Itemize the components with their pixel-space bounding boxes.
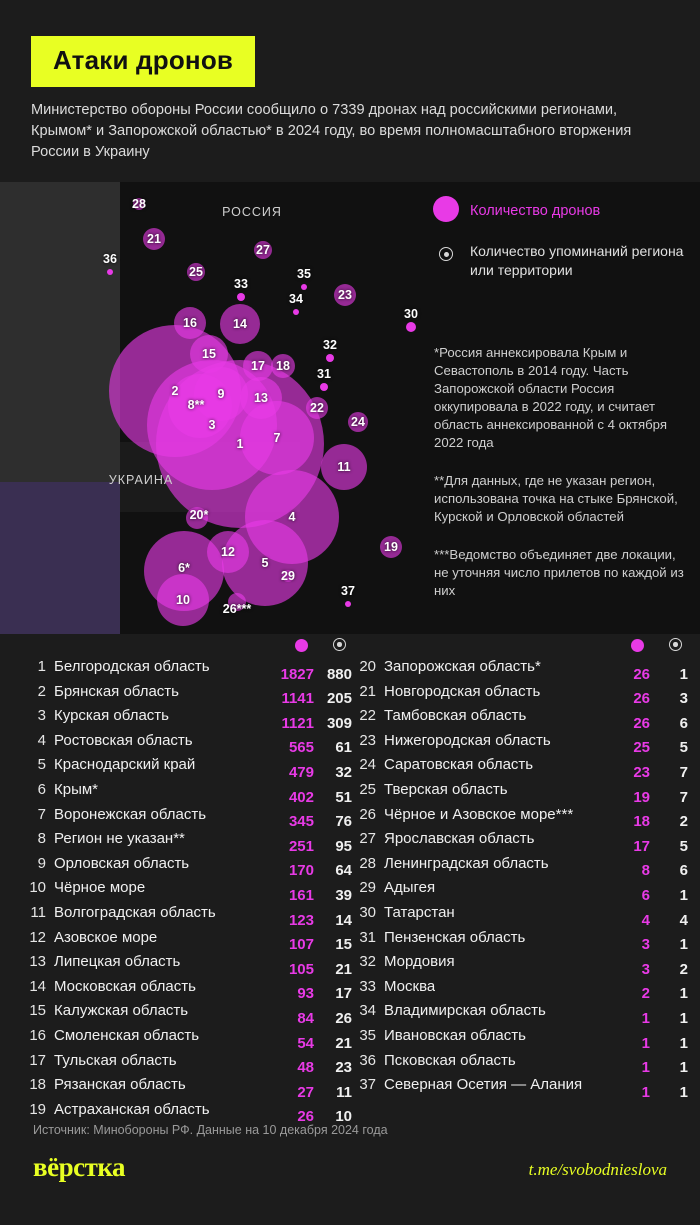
- row-mention-count: 1: [679, 1083, 688, 1101]
- row-region-name: Ярославская область: [384, 830, 535, 848]
- row-drone-count: 26: [633, 690, 650, 708]
- table-row: [22, 1101, 352, 1126]
- table-row: [22, 929, 352, 954]
- row-region-name: Ростовская область: [54, 731, 193, 749]
- map-bubble-number: 27: [256, 243, 270, 257]
- map-bubble-number: 23: [338, 288, 352, 302]
- row-index: 11: [30, 903, 46, 921]
- row-drone-count: 26: [633, 714, 650, 732]
- mentions-target-icon: [333, 638, 346, 651]
- map-geo-label: РОССИЯ: [222, 205, 282, 219]
- row-index: 24: [359, 756, 376, 774]
- row-index: 30: [359, 903, 376, 921]
- table-row: [352, 707, 688, 732]
- map-bubble-number: 16: [183, 316, 197, 330]
- row-drone-count: 123: [288, 911, 314, 929]
- row-region-name: Мордовия: [384, 953, 455, 971]
- row-drone-count: 107: [288, 936, 314, 954]
- row-drone-count: 54: [297, 1034, 314, 1052]
- map-bubble-number: 18: [276, 359, 290, 373]
- row-index: 6: [37, 780, 46, 798]
- map-bubble-number: 30: [404, 307, 418, 321]
- row-mention-count: 39: [335, 886, 352, 904]
- row-index: 22: [359, 707, 376, 725]
- row-drone-count: 3: [641, 960, 650, 978]
- table-row: [352, 658, 688, 683]
- row-region-name: Северная Осетия — Алания: [384, 1076, 583, 1094]
- row-region-name: Московская область: [54, 977, 196, 995]
- row-drone-count: 26: [633, 665, 650, 683]
- map-bubble-number: 36: [103, 252, 117, 266]
- row-drone-count: 8: [641, 862, 650, 880]
- map-bubble-number: 26***: [222, 602, 252, 616]
- row-mention-count: 2: [679, 813, 688, 831]
- row-drone-count: 170: [288, 862, 314, 880]
- table-row: [352, 879, 688, 904]
- legend-drones-circle: [433, 196, 459, 222]
- row-index: 14: [29, 977, 46, 995]
- row-mention-count: 95: [335, 837, 352, 855]
- map-bubble-number: 5: [261, 556, 269, 570]
- table-row: [22, 683, 352, 708]
- row-index: 18: [29, 1076, 46, 1094]
- row-mention-count: 2: [679, 960, 688, 978]
- table-header-left: [22, 634, 352, 658]
- table-row: [22, 978, 352, 1003]
- table-row: [22, 953, 352, 978]
- map-bubble-number: 21: [147, 232, 161, 246]
- row-region-name: Чёрное и Азовское море***: [384, 805, 574, 823]
- map-bubble: [301, 284, 307, 290]
- table-row: [352, 781, 688, 806]
- table-row: [352, 830, 688, 855]
- drones-circle-icon: [631, 639, 644, 652]
- row-drone-count: 345: [288, 813, 314, 831]
- table-row: [22, 732, 352, 757]
- row-mention-count: 10: [335, 1108, 352, 1126]
- row-index: 20: [359, 658, 376, 675]
- map-bubble-number: 7: [273, 431, 281, 445]
- drones-circle-icon: [295, 639, 308, 652]
- row-region-name: Псковская область: [384, 1051, 516, 1069]
- map-bubble: [345, 601, 351, 607]
- row-region-name: Рязанская область: [54, 1076, 186, 1094]
- table-row: [352, 855, 688, 880]
- row-region-name: Орловская область: [54, 854, 190, 872]
- row-region-name: Белгородская область: [54, 658, 210, 675]
- row-drone-count: 17: [633, 837, 650, 855]
- row-mention-count: 1: [679, 936, 688, 954]
- row-index: 19: [29, 1100, 46, 1118]
- telegram-link[interactable]: t.me/svobodnieslova: [528, 1160, 667, 1179]
- row-mention-count: 7: [679, 763, 688, 781]
- row-drone-count: 161: [288, 886, 314, 904]
- row-region-name: Адыгея: [384, 879, 436, 897]
- row-index: 9: [37, 854, 46, 872]
- row-index: 1: [37, 658, 46, 675]
- map-bubble-number: 3: [208, 418, 216, 432]
- row-mention-count: 26: [335, 1009, 352, 1027]
- table-row: [22, 781, 352, 806]
- row-drone-count: 1121: [281, 714, 314, 732]
- map-bubble-number: 31: [317, 367, 331, 381]
- table-row: [22, 756, 352, 781]
- row-drone-count: 402: [288, 788, 314, 806]
- row-region-name: Тамбовская область: [384, 707, 527, 725]
- mentions-target-icon: [669, 638, 682, 651]
- map-bubble: [320, 383, 328, 391]
- row-region-name: Волгоградская область: [54, 903, 216, 921]
- page-title: Атаки дронов: [31, 36, 255, 87]
- page-subtitle: Министерство обороны России сообщило о 7339 дронах над российскими регионами, Крымом* и Запорожской областью* в 2024 году, во время полномасштабного вторжения России в Украину: [31, 102, 632, 160]
- row-region-name: Тверская область: [384, 780, 508, 798]
- map-bubble-number: 14: [233, 317, 247, 331]
- map-bubble-number: 13: [254, 391, 268, 405]
- row-mention-count: 76: [335, 813, 352, 831]
- row-mention-count: 1: [679, 1034, 688, 1052]
- row-region-name: Москва: [384, 977, 436, 995]
- row-region-name: Ленинградская область: [384, 854, 549, 872]
- row-region-name: Чёрное море: [54, 879, 146, 897]
- row-drone-count: 479: [288, 763, 314, 781]
- map-bubble-number: 33: [234, 277, 248, 291]
- table-column-left: [22, 634, 352, 1125]
- row-mention-count: 15: [335, 936, 352, 954]
- table-row: [352, 756, 688, 781]
- row-index: 17: [29, 1051, 46, 1069]
- table-header-right: [352, 634, 688, 658]
- table-row: [352, 806, 688, 831]
- table-column-right: [352, 634, 688, 1101]
- row-mention-count: 205: [326, 690, 352, 708]
- map-bubble: [326, 354, 334, 362]
- row-mention-count: 880: [326, 665, 352, 683]
- table-row: [352, 1002, 688, 1027]
- table-row: [352, 929, 688, 954]
- row-mention-count: 23: [335, 1059, 352, 1077]
- map-bubble-number: 24: [351, 415, 365, 429]
- table-row: [22, 1076, 352, 1101]
- row-index: 16: [29, 1026, 46, 1044]
- row-index: 35: [359, 1026, 376, 1044]
- row-mention-count: 21: [335, 1034, 352, 1052]
- row-drone-count: 27: [297, 1083, 314, 1101]
- row-index: 32: [359, 953, 376, 971]
- row-drone-count: 4: [641, 911, 650, 929]
- legend-note-1: *Россия аннексировала Крым и Севастополь в 2014 году. Часть Запорожской области Россия оккупировала в 2022 году, и считает область аннексированной с 4 октября 2022 года: [434, 345, 667, 450]
- table-row: [22, 1002, 352, 1027]
- row-drone-count: 3: [641, 936, 650, 954]
- row-region-name: Краснодарский край: [54, 756, 196, 774]
- row-index: 3: [37, 707, 46, 725]
- row-drone-count: 1: [641, 1009, 650, 1027]
- map-bubble-number: 12: [221, 545, 235, 559]
- row-mention-count: 4: [679, 911, 688, 929]
- row-mention-count: 21: [335, 960, 352, 978]
- row-drone-count: 26: [297, 1108, 314, 1126]
- row-region-name: Калужская область: [54, 1002, 189, 1020]
- table-row: [22, 658, 352, 683]
- legend-note-2: **Для данных, где не указан регион, использована точка на стыке Брянской, Курской и Орловской областей: [434, 473, 678, 524]
- row-region-name: Запорожская область*: [384, 658, 541, 675]
- table-row: [22, 1027, 352, 1052]
- map-bubble: [406, 322, 416, 332]
- row-index: 15: [29, 1002, 46, 1020]
- map-panel: [0, 182, 700, 634]
- row-drone-count: 1: [641, 1083, 650, 1101]
- row-index: 21: [359, 682, 376, 700]
- row-region-name: Азовское море: [54, 928, 158, 946]
- row-mention-count: 11: [336, 1083, 352, 1101]
- row-index: 13: [29, 953, 46, 971]
- row-index: 33: [359, 977, 376, 995]
- row-mention-count: 64: [335, 862, 352, 880]
- row-region-name: Ивановская область: [384, 1026, 526, 1044]
- row-region-name: Саратовская область: [384, 756, 534, 774]
- map-bubble: [237, 293, 245, 301]
- row-region-name: Липецкая область: [54, 953, 181, 971]
- row-drone-count: 1827: [280, 665, 314, 683]
- row-region-name: Пензенская область: [384, 928, 526, 946]
- map-bubble-number: 10: [176, 593, 190, 607]
- legend-note-3: ***Ведомство объединяет две локации, не уточняя число прилетов по каждой из них: [434, 547, 684, 598]
- row-drone-count: 19: [633, 788, 650, 806]
- row-drone-count: 565: [288, 739, 314, 757]
- brand-logo: вёрстка: [33, 1152, 125, 1182]
- row-mention-count: 3: [679, 690, 688, 708]
- table-row: [22, 879, 352, 904]
- table-row: [352, 953, 688, 978]
- source-note: Источник: Минобороны РФ. Данные на 10 декабря 2024 года: [33, 1123, 388, 1137]
- row-region-name: Крым*: [54, 780, 99, 798]
- row-index: 36: [359, 1051, 376, 1069]
- row-index: 7: [37, 805, 46, 823]
- row-index: 28: [359, 854, 376, 872]
- map-bubble-number: 17: [251, 359, 265, 373]
- map-bubble-number: 4: [288, 510, 296, 524]
- row-mention-count: 6: [679, 862, 688, 880]
- row-mention-count: 7: [679, 788, 688, 806]
- row-index: 23: [359, 731, 376, 749]
- map-bubble-number: 9: [217, 387, 225, 401]
- row-index: 12: [29, 928, 46, 946]
- map-bubble-number: 11: [337, 460, 351, 474]
- row-mention-count: 1: [679, 985, 688, 1003]
- legend-mentions-label: Количество упоминаний региона или территории: [470, 243, 684, 278]
- map-bubble: [107, 269, 113, 275]
- row-index: 4: [37, 731, 46, 749]
- row-mention-count: 14: [335, 911, 352, 929]
- row-region-name: Нижегородская область: [384, 731, 551, 749]
- table-row: [352, 1076, 688, 1101]
- row-index: 10: [29, 879, 46, 897]
- row-mention-count: 309: [326, 714, 352, 732]
- row-mention-count: 32: [335, 763, 352, 781]
- row-mention-count: 51: [335, 788, 352, 806]
- data-table: [0, 634, 700, 1134]
- row-index: 31: [359, 928, 376, 946]
- map-bubble-number: 15: [202, 347, 216, 361]
- map-bubble-number: 29: [281, 569, 295, 583]
- map-bubble-number: 6*: [178, 561, 190, 575]
- row-mention-count: 1: [679, 1059, 688, 1077]
- row-region-name: Новгородская область: [384, 682, 541, 700]
- table-row: [352, 1052, 688, 1077]
- table-row: [352, 683, 688, 708]
- row-region-name: Брянская область: [54, 682, 179, 700]
- legend-mentions-icon: [439, 247, 453, 261]
- map-bubble-number: 2: [171, 384, 179, 398]
- row-mention-count: 1: [679, 1009, 688, 1027]
- row-mention-count: 5: [679, 837, 688, 855]
- table-row: [22, 855, 352, 880]
- row-drone-count: 48: [297, 1059, 314, 1077]
- map-bubble-number: 37: [341, 584, 355, 598]
- row-index: 26: [359, 805, 376, 823]
- table-row: [352, 732, 688, 757]
- row-mention-count: 1: [679, 665, 688, 683]
- row-drone-count: 84: [297, 1009, 314, 1027]
- row-drone-count: 1141: [281, 690, 314, 708]
- map-bubble-number: 8**: [187, 398, 205, 412]
- table-row: [22, 904, 352, 929]
- row-region-name: Тульская область: [54, 1051, 177, 1069]
- row-mention-count: 17: [335, 985, 352, 1003]
- map-bubble-number: 20*: [189, 508, 209, 522]
- row-drone-count: 6: [641, 886, 650, 904]
- map-bubble: [293, 309, 299, 315]
- row-region-name: Регион не указан**: [54, 830, 185, 848]
- row-drone-count: 23: [633, 763, 650, 781]
- row-index: 34: [359, 1002, 376, 1020]
- row-index: 37: [359, 1076, 376, 1094]
- row-drone-count: 18: [633, 813, 650, 831]
- table-row: [352, 904, 688, 929]
- row-mention-count: 61: [335, 739, 352, 757]
- map-bubble-number: 25: [189, 265, 203, 279]
- row-index: 2: [37, 682, 46, 700]
- legend-drones-label: Количество дронов: [470, 203, 601, 219]
- row-mention-count: 5: [679, 739, 688, 757]
- map-bubble-number: 22: [310, 401, 324, 415]
- map-bubble-number: 19: [384, 540, 398, 554]
- row-region-name: Астраханская область: [54, 1100, 210, 1118]
- row-mention-count: 6: [679, 714, 688, 732]
- row-index: 27: [359, 830, 376, 848]
- row-index: 25: [359, 780, 376, 798]
- table-row: [22, 707, 352, 732]
- row-region-name: Смоленская область: [54, 1026, 200, 1044]
- table-row: [22, 830, 352, 855]
- row-region-name: Владимирская область: [384, 1002, 546, 1020]
- row-mention-count: 1: [679, 886, 688, 904]
- row-drone-count: 105: [288, 960, 314, 978]
- row-drone-count: 1: [641, 1059, 650, 1077]
- row-region-name: Воронежская область: [54, 805, 207, 823]
- row-drone-count: 2: [641, 985, 650, 1003]
- map-bubble-number: 28: [132, 197, 146, 211]
- map-bubble-number: 35: [297, 267, 311, 281]
- row-drone-count: 1: [641, 1034, 650, 1052]
- row-index: 5: [37, 756, 46, 774]
- table-row: [352, 978, 688, 1003]
- row-index: 8: [37, 830, 46, 848]
- row-region-name: Курская область: [54, 707, 169, 725]
- row-drone-count: 251: [288, 837, 314, 855]
- table-row: [22, 1052, 352, 1077]
- map-bubble-number: 32: [323, 338, 337, 352]
- map-bubble-number: 1: [236, 437, 244, 451]
- row-drone-count: 25: [633, 739, 650, 757]
- map-geo-label: УКРАИНА: [108, 473, 174, 487]
- table-row: [352, 1027, 688, 1052]
- table-row: [22, 806, 352, 831]
- row-index: 29: [359, 879, 376, 897]
- row-drone-count: 93: [297, 985, 314, 1003]
- row-region-name: Татарстан: [384, 903, 455, 921]
- map-bubble-number: 34: [289, 292, 303, 306]
